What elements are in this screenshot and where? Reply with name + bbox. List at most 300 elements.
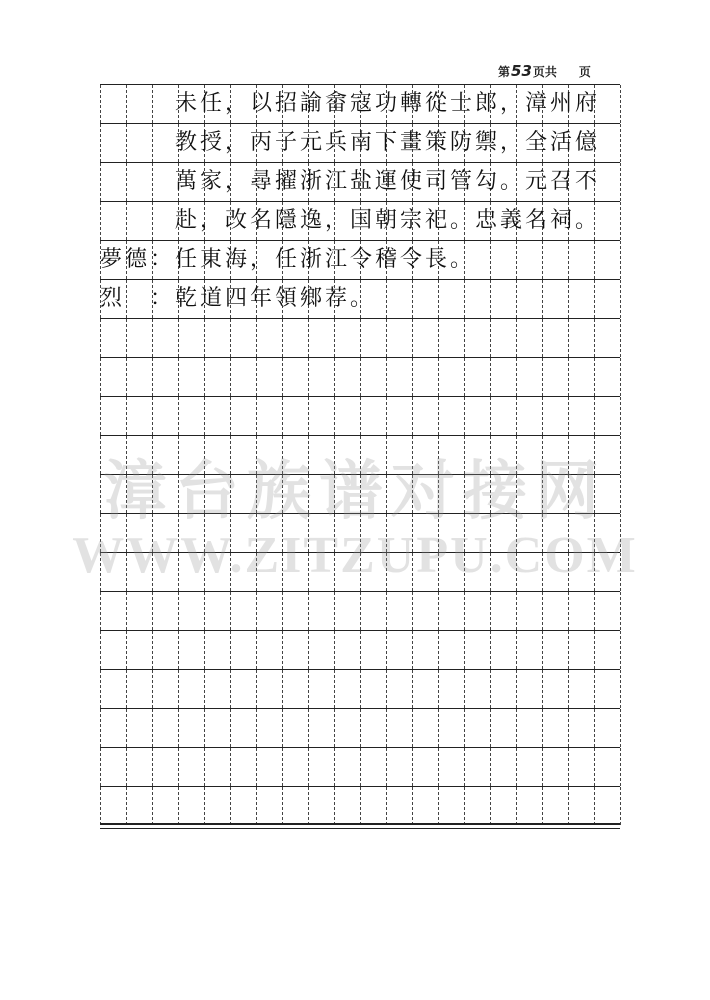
grid-cell-divider	[464, 358, 466, 396]
grid-cell-divider	[464, 709, 466, 747]
grid-cell-divider	[126, 319, 128, 357]
grid-cell-divider	[516, 319, 518, 357]
grid-cell-divider	[178, 514, 180, 552]
grid-row	[100, 396, 620, 435]
grid-cell-divider	[412, 709, 414, 747]
grid-cell-divider	[620, 514, 622, 552]
grid-cell-divider	[438, 787, 440, 825]
grid-cell-divider	[516, 631, 518, 669]
grid-cell-divider	[620, 787, 622, 825]
grid-cell-divider	[568, 592, 570, 630]
grid-cell-divider	[256, 631, 258, 669]
grid-cell-divider	[386, 748, 388, 786]
grid-cell-divider	[464, 787, 466, 825]
grid-cell-divider	[438, 748, 440, 786]
grid-cell-divider	[126, 787, 128, 825]
grid-cell-divider	[568, 319, 570, 357]
grid-cell-divider	[464, 514, 466, 552]
grid-cell-divider	[438, 475, 440, 513]
grid-cells	[100, 514, 620, 552]
grid-cell-divider	[100, 475, 102, 513]
watermark-url: WWW.ZITZUPU.COM	[72, 527, 638, 584]
grid-cell-divider	[100, 592, 102, 630]
grid-cell-divider	[386, 787, 388, 825]
grid-cell-divider	[490, 319, 492, 357]
grid-cell-divider	[568, 670, 570, 708]
grid-cell-divider	[230, 319, 232, 357]
grid-cell-divider	[100, 553, 102, 591]
grid-cell-divider	[620, 280, 622, 318]
grid-cell-divider	[256, 475, 258, 513]
grid-cell-divider	[516, 670, 518, 708]
grid-row	[100, 474, 620, 513]
grid-cell-divider	[360, 397, 362, 435]
grid-cell-divider	[386, 397, 388, 435]
grid-cell-divider	[516, 397, 518, 435]
grid-cells	[100, 319, 620, 357]
grid-cell-divider	[594, 436, 596, 474]
grid-cell-divider	[308, 358, 310, 396]
grid-cell-divider	[204, 397, 206, 435]
grid-cell-divider	[386, 475, 388, 513]
grid-cell-divider	[542, 475, 544, 513]
grid-cell-divider	[230, 631, 232, 669]
grid-cell-divider	[178, 397, 180, 435]
grid-cell-divider	[490, 475, 492, 513]
grid-cell-divider	[568, 631, 570, 669]
page-prefix: 第	[498, 65, 511, 79]
grid-cell-divider	[568, 358, 570, 396]
grid-cell-divider	[490, 397, 492, 435]
grid-cell-divider	[230, 514, 232, 552]
grid-cell-divider	[516, 709, 518, 747]
grid-cell-divider	[204, 748, 206, 786]
grid-row	[100, 669, 620, 708]
grid-cell-divider	[464, 553, 466, 591]
grid-cell-divider	[386, 592, 388, 630]
grid-cell-divider	[204, 436, 206, 474]
grid-cell-divider	[308, 553, 310, 591]
grid-cell-divider	[100, 319, 102, 357]
grid-cell-divider	[126, 553, 128, 591]
text-line: 夢德：任東海，任浙江令稽令長。	[100, 247, 476, 272]
grid-cell-divider	[230, 670, 232, 708]
grid-cell-divider	[282, 436, 284, 474]
grid-cell-divider	[126, 631, 128, 669]
grid-cell-divider	[178, 358, 180, 396]
grid-row	[100, 591, 620, 630]
grid-cell-divider	[360, 553, 362, 591]
grid-cell-divider	[516, 436, 518, 474]
grid-cell-divider	[334, 787, 336, 825]
grid-cell-divider	[204, 670, 206, 708]
grid-cell-divider	[308, 319, 310, 357]
grid-cells	[100, 748, 620, 786]
text-line: 赴，改名隱逸，国朝宗祀。忠義名祠。	[100, 208, 601, 233]
grid-cell-divider	[178, 436, 180, 474]
grid-row	[100, 357, 620, 396]
grid-cell-divider	[360, 514, 362, 552]
grid-cell-divider	[282, 475, 284, 513]
grid-cell-divider	[438, 514, 440, 552]
grid-cell-divider	[516, 358, 518, 396]
page-suffix: 页	[578, 65, 591, 79]
grid-row	[100, 747, 620, 786]
page-number: 53	[511, 62, 532, 80]
grid-cell-divider	[282, 592, 284, 630]
text-line: 烈 ：乾道四年領鄉荐。	[100, 286, 376, 311]
grid-cell-divider	[438, 592, 440, 630]
grid-cell-divider	[152, 670, 154, 708]
grid-cell-divider	[282, 514, 284, 552]
grid-cell-divider	[152, 553, 154, 591]
grid-cell-divider	[204, 319, 206, 357]
grid-row	[100, 513, 620, 552]
grid-cell-divider	[594, 709, 596, 747]
grid-cell-divider	[126, 670, 128, 708]
grid-cell-divider	[594, 553, 596, 591]
manuscript-grid	[100, 84, 620, 824]
grid-cell-divider	[100, 709, 102, 747]
grid-cell-divider	[152, 592, 154, 630]
grid-cell-divider	[620, 670, 622, 708]
grid-cell-divider	[334, 631, 336, 669]
grid-cell-divider	[620, 553, 622, 591]
grid-cell-divider	[594, 670, 596, 708]
grid-cell-divider	[412, 748, 414, 786]
grid-cell-divider	[542, 358, 544, 396]
grid-cell-divider	[464, 670, 466, 708]
grid-cell-divider	[256, 592, 258, 630]
grid-cell-divider	[308, 397, 310, 435]
grid-cell-divider	[594, 475, 596, 513]
grid-row	[100, 318, 620, 357]
grid-cell-divider	[620, 202, 622, 240]
grid-cell-divider	[594, 319, 596, 357]
grid-cell-divider	[464, 319, 466, 357]
grid-row	[100, 240, 620, 279]
grid-cell-divider	[412, 319, 414, 357]
page-middle: 页共	[532, 65, 557, 79]
grid-cell-divider	[490, 358, 492, 396]
grid-cell-divider	[282, 319, 284, 357]
grid-cell-divider	[152, 436, 154, 474]
grid-cell-divider	[100, 358, 102, 396]
grid-cell-divider	[282, 358, 284, 396]
grid-cell-divider	[542, 748, 544, 786]
grid-cell-divider	[256, 787, 258, 825]
grid-cell-divider	[542, 397, 544, 435]
grid-row	[100, 84, 620, 123]
grid-cell-divider	[594, 787, 596, 825]
grid-cell-divider	[308, 592, 310, 630]
grid-cell-divider	[334, 397, 336, 435]
grid-cell-divider	[620, 631, 622, 669]
grid-cell-divider	[100, 514, 102, 552]
grid-cell-divider	[412, 397, 414, 435]
grid-cell-divider	[438, 709, 440, 747]
grid-cell-divider	[360, 475, 362, 513]
grid-cell-divider	[230, 358, 232, 396]
grid-cell-divider	[126, 397, 128, 435]
grid-cell-divider	[308, 670, 310, 708]
grid-row	[100, 123, 620, 162]
grid-cell-divider	[490, 670, 492, 708]
grid-row	[100, 435, 620, 474]
grid-cell-divider	[100, 397, 102, 435]
grid-cell-divider	[204, 553, 206, 591]
grid-cell-divider	[204, 514, 206, 552]
grid-cell-divider	[464, 475, 466, 513]
grid-cell-divider	[620, 709, 622, 747]
grid-cell-divider	[230, 709, 232, 747]
grid-cell-divider	[490, 553, 492, 591]
grid-cell-divider	[126, 436, 128, 474]
grid-cell-divider	[542, 592, 544, 630]
grid-cells	[100, 358, 620, 396]
grid-cells	[100, 592, 620, 630]
grid-cell-divider	[230, 748, 232, 786]
grid-cell-divider	[204, 709, 206, 747]
grid-cell-divider	[334, 592, 336, 630]
grid-cells	[100, 397, 620, 435]
grid-cell-divider	[386, 709, 388, 747]
grid-cell-divider	[620, 475, 622, 513]
grid-cell-divider	[464, 592, 466, 630]
grid-cell-divider	[438, 397, 440, 435]
grid-cell-divider	[568, 475, 570, 513]
grid-cell-divider	[568, 709, 570, 747]
grid-cell-divider	[152, 475, 154, 513]
grid-cell-divider	[360, 436, 362, 474]
grid-cell-divider	[568, 748, 570, 786]
grid-cell-divider	[438, 670, 440, 708]
grid-cell-divider	[490, 436, 492, 474]
grid-cell-divider	[620, 436, 622, 474]
grid-cell-divider	[308, 475, 310, 513]
grid-cell-divider	[100, 748, 102, 786]
grid-cell-divider	[256, 748, 258, 786]
grid-cell-divider	[412, 436, 414, 474]
grid-cell-divider	[308, 631, 310, 669]
grid-cell-divider	[152, 748, 154, 786]
grid-row	[100, 786, 620, 825]
grid-cell-divider	[204, 358, 206, 396]
grid-cell-divider	[256, 514, 258, 552]
grid-cell-divider	[230, 553, 232, 591]
grid-cell-divider	[178, 670, 180, 708]
grid-cell-divider	[412, 553, 414, 591]
grid-cell-divider	[178, 553, 180, 591]
grid-cell-divider	[178, 787, 180, 825]
grid-cell-divider	[334, 514, 336, 552]
grid-cell-divider	[542, 709, 544, 747]
grid-cell-divider	[100, 787, 102, 825]
grid-row	[100, 201, 620, 240]
grid-row	[100, 162, 620, 201]
text-line: 未任，以招諭畲寇功轉從士郎，漳州府	[100, 91, 601, 116]
grid-cell-divider	[152, 514, 154, 552]
grid-cell-divider	[568, 787, 570, 825]
grid-cell-divider	[308, 436, 310, 474]
grid-cell-divider	[282, 670, 284, 708]
grid-cell-divider	[334, 670, 336, 708]
grid-cell-divider	[204, 787, 206, 825]
grid-cell-divider	[334, 748, 336, 786]
grid-cell-divider	[360, 631, 362, 669]
grid-cell-divider	[308, 709, 310, 747]
grid-cell-divider	[620, 358, 622, 396]
grid-cell-divider	[620, 85, 622, 123]
grid-cell-divider	[438, 553, 440, 591]
watermark-chinese: 漳台族谱对接网	[103, 455, 607, 529]
grid-cell-divider	[438, 436, 440, 474]
grid-cells	[100, 670, 620, 708]
grid-cell-divider	[542, 553, 544, 591]
grid-cell-divider	[360, 748, 362, 786]
grid-cell-divider	[542, 670, 544, 708]
grid-cell-divider	[152, 787, 154, 825]
grid-cell-divider	[542, 787, 544, 825]
grid-cells	[100, 436, 620, 474]
grid-cells	[100, 787, 620, 825]
grid-cell-divider	[516, 553, 518, 591]
grid-cell-divider	[412, 787, 414, 825]
grid-cell-divider	[178, 709, 180, 747]
grid-cell-divider	[230, 787, 232, 825]
grid-cell-divider	[464, 397, 466, 435]
grid-cells	[100, 631, 620, 669]
grid-cell-divider	[360, 358, 362, 396]
grid-cell-divider	[334, 553, 336, 591]
grid-cell-divider	[360, 670, 362, 708]
grid-row	[100, 552, 620, 591]
text-line: 萬家，尋擢浙江盐運使司管勾。元召不	[100, 169, 601, 194]
grid-cell-divider	[256, 358, 258, 396]
grid-cell-divider	[516, 787, 518, 825]
grid-cell-divider	[386, 553, 388, 591]
grid-cell-divider	[334, 358, 336, 396]
grid-cell-divider	[438, 631, 440, 669]
grid-cell-divider	[100, 670, 102, 708]
bottom-rule	[100, 823, 620, 825]
grid-cell-divider	[230, 475, 232, 513]
grid-cell-divider	[308, 514, 310, 552]
grid-cell-divider	[620, 592, 622, 630]
grid-cell-divider	[230, 592, 232, 630]
grid-cell-divider	[256, 709, 258, 747]
grid-cell-divider	[620, 319, 622, 357]
grid-cell-divider	[178, 631, 180, 669]
grid-row	[100, 708, 620, 747]
grid-cell-divider	[126, 514, 128, 552]
grid-cell-divider	[126, 748, 128, 786]
grid-cell-divider	[386, 670, 388, 708]
grid-cell-divider	[126, 358, 128, 396]
grid-cell-divider	[100, 436, 102, 474]
grid-row	[100, 630, 620, 669]
grid-cell-divider	[152, 319, 154, 357]
grid-cell-divider	[386, 631, 388, 669]
grid-cell-divider	[308, 787, 310, 825]
grid-cell-divider	[594, 514, 596, 552]
grid-cell-divider	[542, 514, 544, 552]
grid-cell-divider	[620, 241, 622, 279]
grid-cell-divider	[568, 553, 570, 591]
grid-cell-divider	[360, 592, 362, 630]
grid-cell-divider	[204, 631, 206, 669]
grid-cell-divider	[282, 631, 284, 669]
grid-cell-divider	[334, 436, 336, 474]
grid-cell-divider	[412, 358, 414, 396]
grid-cell-divider	[204, 475, 206, 513]
grid-cell-divider	[126, 709, 128, 747]
grid-cell-divider	[620, 748, 622, 786]
grid-cell-divider	[490, 592, 492, 630]
grid-cell-divider	[438, 319, 440, 357]
grid-cell-divider	[620, 163, 622, 201]
grid-cell-divider	[594, 358, 596, 396]
grid-cell-divider	[594, 592, 596, 630]
grid-cell-divider	[230, 436, 232, 474]
grid-cell-divider	[100, 631, 102, 669]
grid-cell-divider	[360, 787, 362, 825]
grid-cell-divider	[360, 709, 362, 747]
grid-cell-divider	[178, 592, 180, 630]
grid-cell-divider	[152, 358, 154, 396]
grid-cell-divider	[152, 397, 154, 435]
page-number-header	[498, 62, 618, 80]
grid-cell-divider	[594, 748, 596, 786]
grid-cell-divider	[386, 436, 388, 474]
grid-cell-divider	[516, 475, 518, 513]
grid-cell-divider	[282, 397, 284, 435]
grid-cell-divider	[178, 748, 180, 786]
grid-cell-divider	[126, 475, 128, 513]
grid-cell-divider	[516, 592, 518, 630]
grid-cell-divider	[308, 748, 310, 786]
grid-cells	[100, 475, 620, 513]
grid-cell-divider	[152, 709, 154, 747]
grid-cell-divider	[412, 631, 414, 669]
grid-cell-divider	[620, 124, 622, 162]
grid-cell-divider	[256, 436, 258, 474]
grid-cells	[100, 553, 620, 591]
grid-row	[100, 279, 620, 318]
grid-cell-divider	[256, 397, 258, 435]
grid-cell-divider	[126, 592, 128, 630]
grid-cell-divider	[256, 319, 258, 357]
grid-cell-divider	[256, 670, 258, 708]
grid-cell-divider	[568, 436, 570, 474]
grid-cell-divider	[412, 475, 414, 513]
grid-cell-divider	[152, 631, 154, 669]
grid-cell-divider	[230, 397, 232, 435]
grid-cell-divider	[620, 397, 622, 435]
grid-cell-divider	[542, 436, 544, 474]
grid-cell-divider	[334, 709, 336, 747]
grid-cell-divider	[412, 514, 414, 552]
grid-cell-divider	[516, 514, 518, 552]
grid-cell-divider	[490, 514, 492, 552]
grid-cell-divider	[386, 514, 388, 552]
grid-cell-divider	[282, 709, 284, 747]
grid-cell-divider	[490, 709, 492, 747]
grid-cell-divider	[178, 319, 180, 357]
grid-cell-divider	[516, 748, 518, 786]
grid-cell-divider	[542, 319, 544, 357]
grid-cell-divider	[464, 631, 466, 669]
